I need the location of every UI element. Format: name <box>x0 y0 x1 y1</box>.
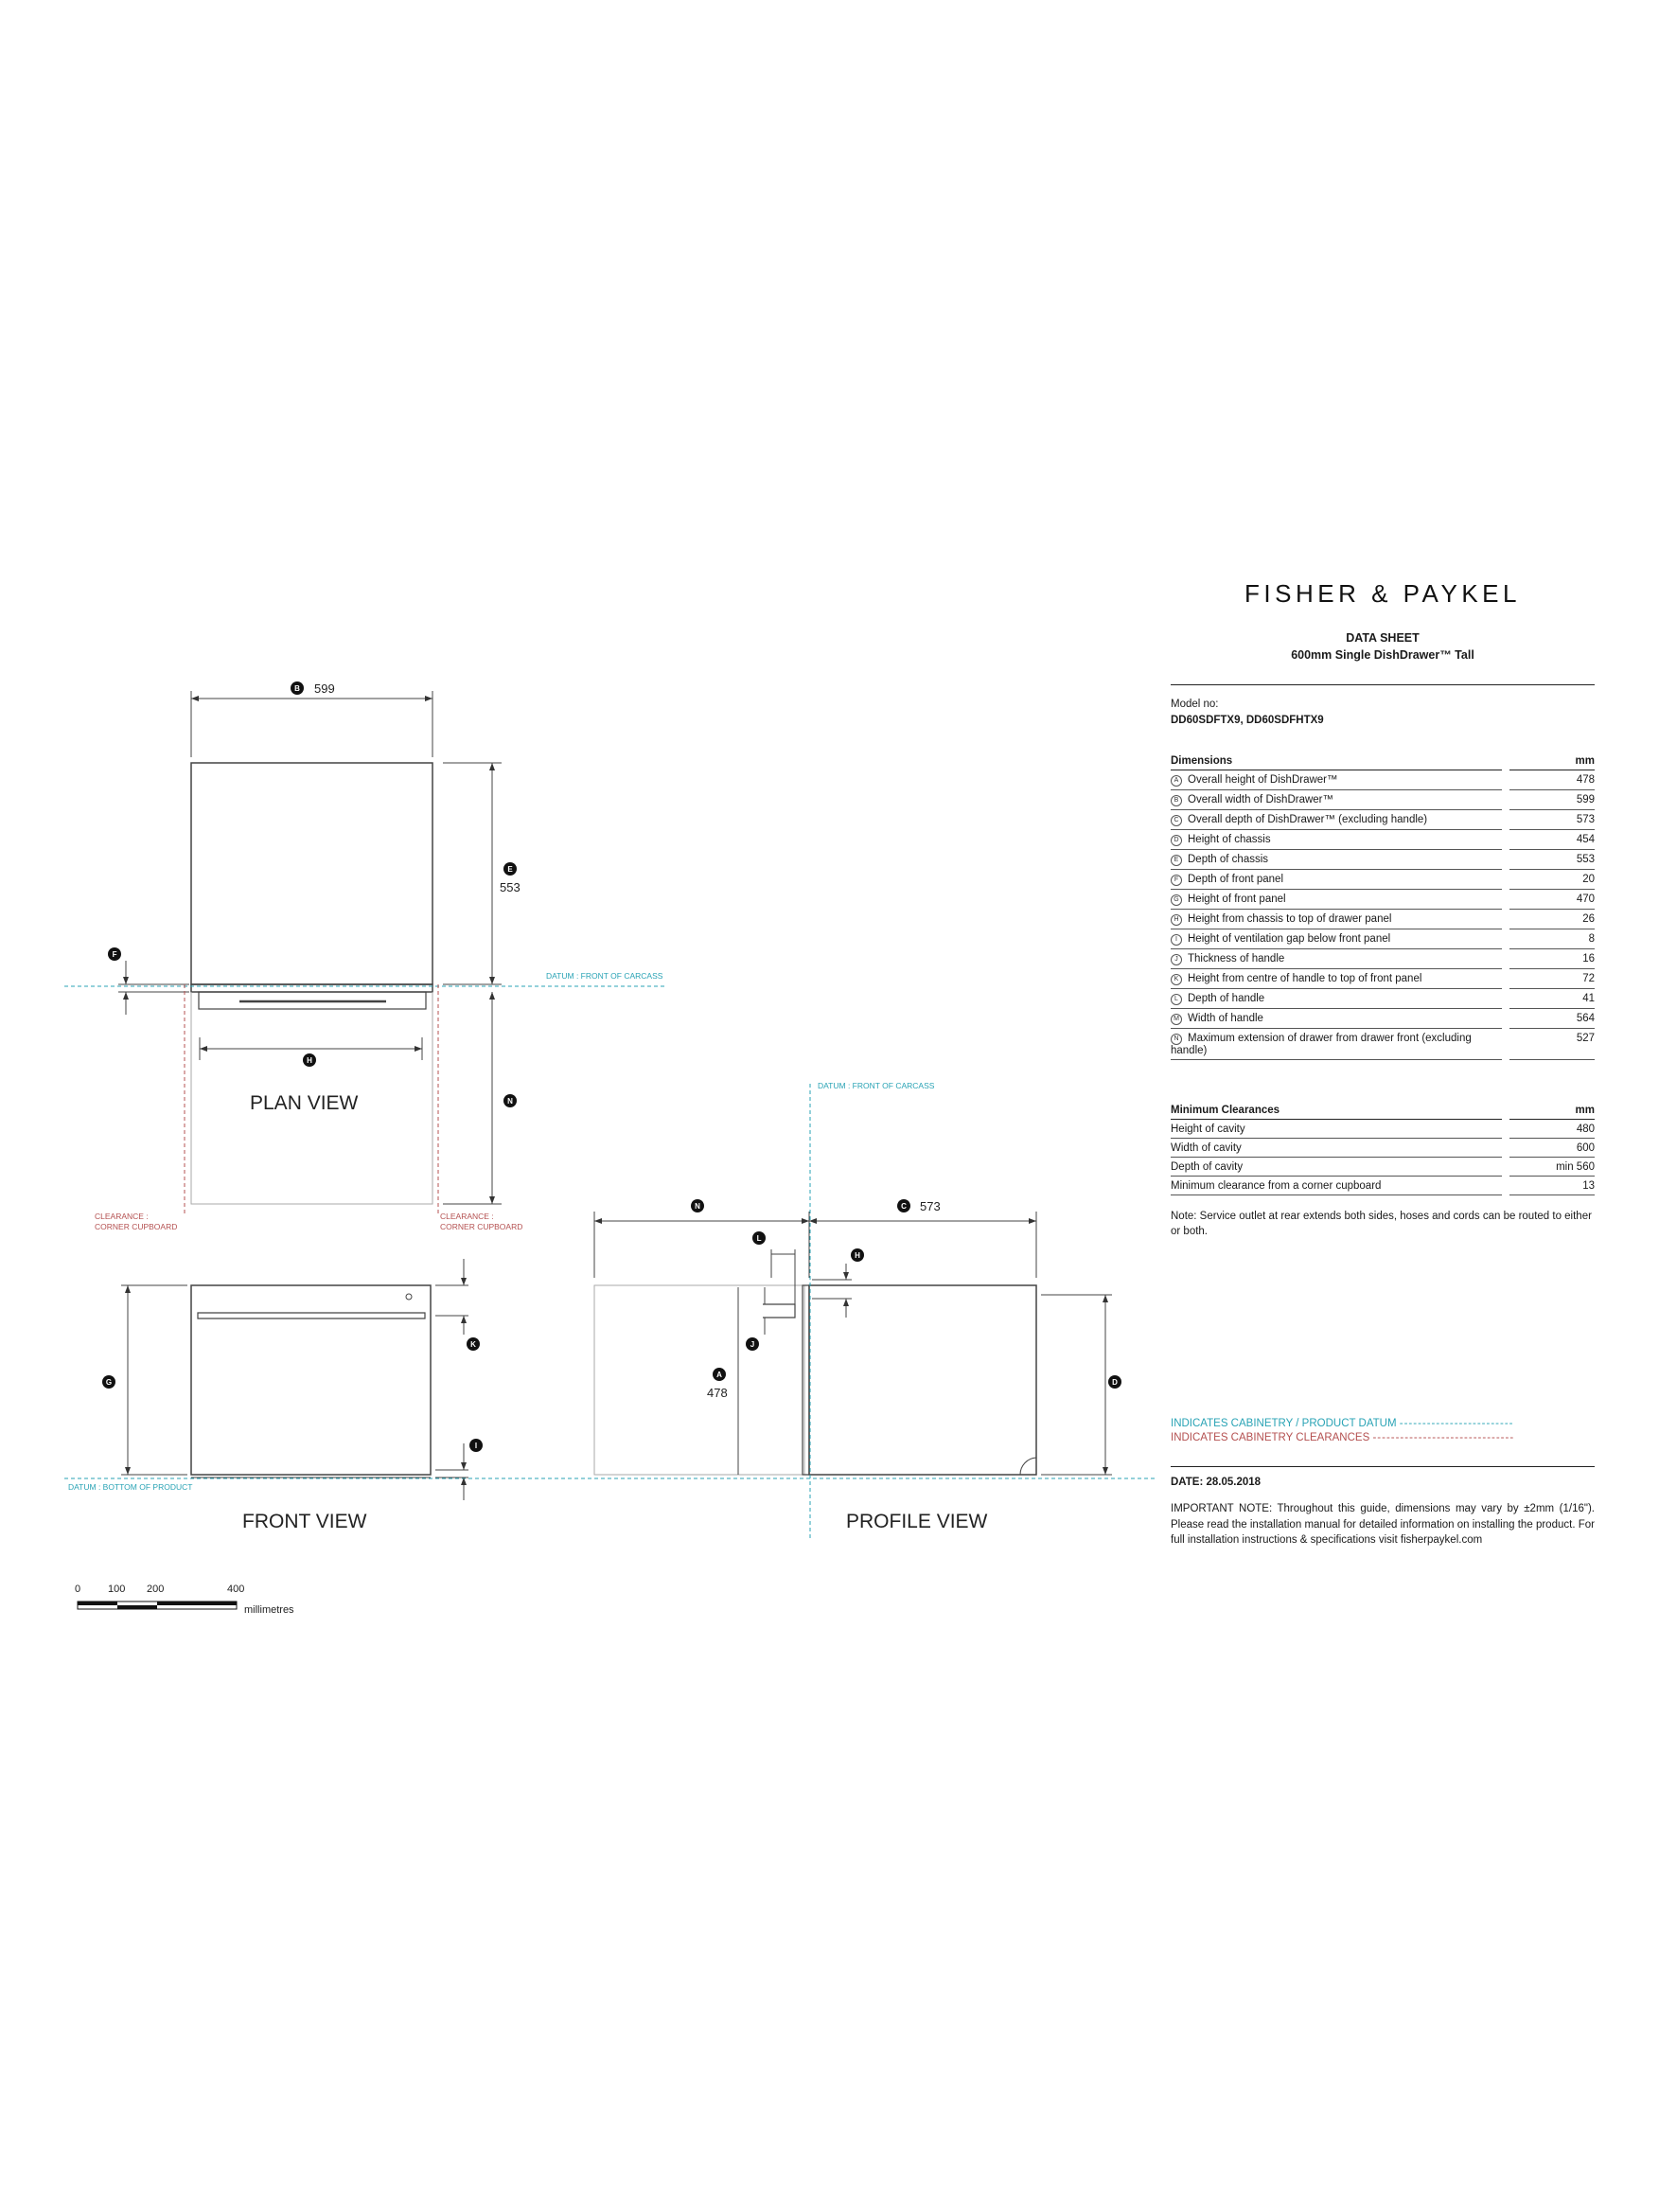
dimension-value: 8 <box>1509 929 1595 949</box>
data-sheet-title: DATA SHEET <box>1346 631 1420 645</box>
dimension-value: 470 <box>1509 890 1595 910</box>
dimension-key-icon: J <box>1171 954 1182 965</box>
dimension-label-cell <box>1171 850 1502 870</box>
dimension-label: Thickness of handle <box>1188 953 1285 964</box>
clearance-label: Width of cavity <box>1171 1139 1502 1158</box>
dimension-key-icon: E <box>1171 855 1182 866</box>
dimension-label: Overall height of DishDrawer™ <box>1188 774 1338 786</box>
dim-599: 599 <box>314 681 335 696</box>
front-view-handle <box>198 1313 425 1318</box>
marker-i: I <box>474 1442 478 1450</box>
marker-d: D <box>1112 1378 1118 1387</box>
plan-chassis-outline <box>191 763 432 984</box>
dimension-row <box>1171 770 1595 790</box>
dimension-row <box>1171 790 1595 810</box>
data-sheet-subtitle: 600mm Single DishDrawer™ Tall <box>1291 648 1474 662</box>
profile-handle <box>763 1304 795 1318</box>
dimension-key-icon: I <box>1171 934 1182 946</box>
dimension-value: 41 <box>1509 989 1595 1009</box>
dimension-label-cell <box>1171 770 1502 790</box>
dimensions-header: Dimensions <box>1171 752 1502 770</box>
legend-clearance: INDICATES CABINETRY CLEARANCES ------------------------------- <box>1171 1432 1515 1444</box>
dimension-value: 599 <box>1509 790 1595 810</box>
dim-573: 573 <box>920 1199 941 1213</box>
dimension-value: 553 <box>1509 850 1595 870</box>
marker-e: E <box>507 865 513 874</box>
clearance-label-left-1: CLEARANCE : <box>95 1212 149 1221</box>
profile-chassis <box>809 1285 1036 1475</box>
clearance-label: Height of cavity <box>1171 1120 1502 1139</box>
dimension-markers <box>102 681 1121 1452</box>
dimension-row <box>1171 929 1595 949</box>
clearance-value: 480 <box>1509 1120 1595 1139</box>
plan-front-panel <box>191 984 432 992</box>
marker-g: G <box>105 1378 113 1387</box>
marker-l: L <box>756 1234 762 1243</box>
dimension-label-cell <box>1171 929 1502 949</box>
dimension-key-icon: H <box>1171 914 1182 926</box>
model-value: DD60SDFTX9, DD60SDFHTX9 <box>1171 715 1324 726</box>
clearance-value: 13 <box>1509 1177 1595 1195</box>
dimension-label: Depth of handle <box>1188 993 1265 1004</box>
scale-bar <box>75 1584 294 1616</box>
marker-c: C <box>901 1202 907 1211</box>
dimension-label: Overall width of DishDrawer™ <box>1188 794 1334 805</box>
important-note: IMPORTANT NOTE: Throughout this guide, dimensions may vary by ±2mm (1/16"). Please read the installation manual for detailed information on installing the product. For full installation instructions & specifications visit fisherpaykel.com <box>1171 1503 1595 1547</box>
dimension-label: Depth of chassis <box>1188 854 1269 865</box>
dimension-label-cell <box>1171 949 1502 969</box>
dimension-value: 16 <box>1509 949 1595 969</box>
dimension-label: Overall depth of DishDrawer™ (excluding handle) <box>1188 814 1428 825</box>
dimension-row <box>1171 850 1595 870</box>
dimension-row <box>1171 890 1595 910</box>
dimension-key-icon: A <box>1171 775 1182 787</box>
legend-datum-text: INDICATES CABINETRY / PRODUCT DATUM <box>1171 1418 1397 1430</box>
dimension-label-cell <box>1171 989 1502 1009</box>
marker-b: B <box>294 684 300 693</box>
dimension-label: Height from centre of handle to top of front panel <box>1188 973 1422 984</box>
dimensions-unit: mm <box>1509 752 1595 770</box>
dimension-key-icon: F <box>1171 875 1182 886</box>
data-sheet-panel <box>1171 568 1595 1548</box>
dimension-key-icon: C <box>1171 815 1182 826</box>
datum-front-carcass-label-plan: DATUM : FRONT OF CARCASS <box>546 971 663 981</box>
dimension-label-cell <box>1171 890 1502 910</box>
marker-h-plan: H <box>307 1056 312 1065</box>
scale-tick-100: 100 <box>108 1584 126 1595</box>
legend-datum: INDICATES CABINETRY / PRODUCT DATUM ------------------------- <box>1171 1418 1514 1430</box>
dimension-label-cell <box>1171 969 1502 989</box>
dimension-row <box>1171 1029 1595 1060</box>
marker-n-plan: N <box>507 1097 513 1106</box>
dimension-value: 72 <box>1509 969 1595 989</box>
dimension-label-cell <box>1171 810 1502 830</box>
scale-tick-400: 400 <box>227 1584 245 1595</box>
dimension-row <box>1171 830 1595 850</box>
clearance-row <box>1171 1120 1595 1139</box>
dimension-value: 478 <box>1509 770 1595 790</box>
scale-tick-0: 0 <box>75 1584 81 1595</box>
dimension-key-icon: N <box>1171 1034 1182 1045</box>
dimension-key-icon: B <box>1171 795 1182 806</box>
clearance-row <box>1171 1177 1595 1195</box>
marker-k: K <box>470 1340 476 1349</box>
dimension-key-icon: D <box>1171 835 1182 846</box>
legend-clearance-text: INDICATES CABINETRY CLEARANCES <box>1171 1432 1370 1444</box>
clearance-value: 600 <box>1509 1139 1595 1158</box>
dimension-value: 573 <box>1509 810 1595 830</box>
front-view-title: FRONT VIEW <box>242 1511 367 1532</box>
brand-logo: FISHER & PAYKEL <box>1244 579 1521 608</box>
dimension-row <box>1171 810 1595 830</box>
front-view-panel <box>191 1285 431 1475</box>
dimension-label-cell <box>1171 790 1502 810</box>
scale-tick-200: 200 <box>147 1584 165 1595</box>
clearance-label: Depth of cavity <box>1171 1158 1502 1177</box>
marker-h-profile: H <box>855 1251 860 1260</box>
dimension-label: Height of ventilation gap below front panel <box>1188 933 1391 945</box>
clearance-row <box>1171 1139 1595 1158</box>
dimension-row <box>1171 1009 1595 1029</box>
clearance-row <box>1171 1158 1595 1177</box>
marker-j: J <box>750 1340 755 1349</box>
service-note: Note: Service outlet at rear extends both sides, hoses and cords can be routed to either or both. <box>1171 1211 1592 1238</box>
divider <box>1171 684 1595 685</box>
clearance-label: Minimum clearance from a corner cupboard <box>1171 1177 1502 1195</box>
dimension-value: 564 <box>1509 1009 1595 1029</box>
clearances-unit: mm <box>1509 1102 1595 1120</box>
plan-view-title: PLAN VIEW <box>250 1092 359 1114</box>
dimension-label-cell <box>1171 1009 1502 1029</box>
clearance-label-left-2: CORNER CUPBOARD <box>95 1222 178 1231</box>
dimension-label: Height from chassis to top of drawer panel <box>1188 913 1392 925</box>
dimension-label: Depth of front panel <box>1188 874 1284 885</box>
profile-drawer-extended <box>594 1285 804 1475</box>
dimension-key-icon: L <box>1171 994 1182 1005</box>
dimension-label-cell <box>1171 1029 1502 1060</box>
dimension-key-icon: K <box>1171 974 1182 985</box>
clearances-table <box>1171 1102 1595 1195</box>
dimension-value: 527 <box>1509 1029 1595 1060</box>
dimension-row <box>1171 910 1595 929</box>
marker-a: A <box>716 1371 722 1379</box>
dimension-label: Maximum extension of drawer from drawer front (excluding handle) <box>1171 1033 1472 1056</box>
dimension-value: 20 <box>1509 870 1595 890</box>
dimension-row <box>1171 949 1595 969</box>
dimension-label-cell <box>1171 830 1502 850</box>
dimension-row <box>1171 870 1595 890</box>
dimension-value: 26 <box>1509 910 1595 929</box>
dim-478: 478 <box>707 1386 728 1400</box>
scale-unit: millimetres <box>244 1604 294 1616</box>
dimension-label: Width of handle <box>1188 1013 1263 1024</box>
dim-553: 553 <box>500 880 521 894</box>
model-label: Model no: <box>1171 699 1219 710</box>
legend <box>1171 1417 1595 1445</box>
dimension-label: Height of front panel <box>1188 894 1286 905</box>
datum-front-carcass-label-profile: DATUM : FRONT OF CARCASS <box>818 1081 935 1090</box>
marker-n-profile: N <box>695 1202 700 1211</box>
dimension-row <box>1171 989 1595 1009</box>
dimension-label-cell <box>1171 870 1502 890</box>
dimensions-table <box>1171 752 1595 1060</box>
clearance-value: min 560 <box>1509 1158 1595 1177</box>
dimension-label: Height of chassis <box>1188 834 1271 845</box>
clearance-label-right-2: CORNER CUPBOARD <box>440 1222 523 1231</box>
dimension-key-icon: G <box>1171 894 1182 906</box>
profile-view-title: PROFILE VIEW <box>846 1511 988 1532</box>
dimension-row <box>1171 969 1595 989</box>
datum-bottom-product-label: DATUM : BOTTOM OF PRODUCT <box>68 1482 193 1492</box>
dimension-key-icon: M <box>1171 1014 1182 1025</box>
dimension-value: 454 <box>1509 830 1595 850</box>
clearance-label-right-1: CLEARANCE : <box>440 1212 494 1221</box>
date: DATE: 28.05.2018 <box>1171 1477 1262 1489</box>
divider <box>1171 1466 1595 1467</box>
marker-f: F <box>112 950 117 959</box>
dimension-label-cell <box>1171 910 1502 929</box>
clearances-header: Minimum Clearances <box>1171 1102 1502 1120</box>
